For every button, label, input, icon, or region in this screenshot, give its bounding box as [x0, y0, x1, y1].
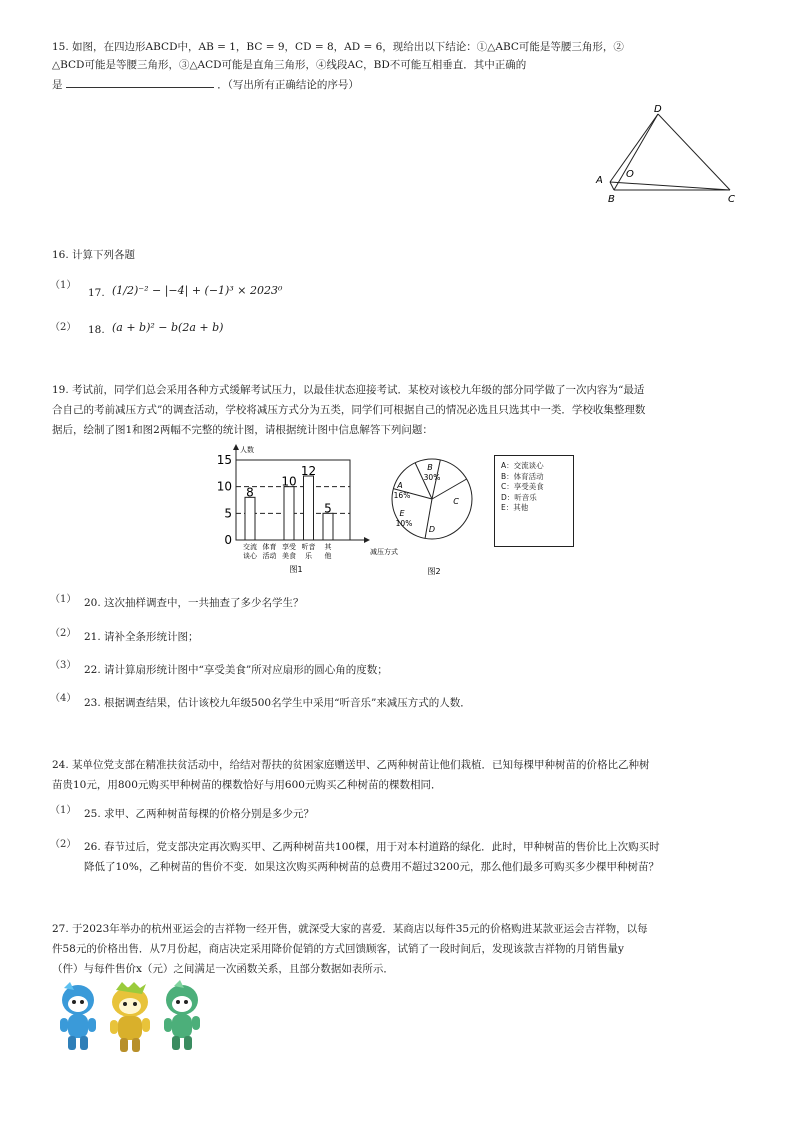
x-tick-label: 享受 [282, 543, 296, 551]
bar-data-label: 8 [246, 485, 254, 500]
q15-line1: 15. 如图，在四边形ABCD中，AB = 1，BC = 9，CD = 8，AD = 6，现给出以下结论：①△ABC可能是等腰三角形，② [52, 41, 624, 53]
x-tick-label: 乐 [305, 552, 312, 560]
y-tick-label: 0 [224, 533, 232, 547]
x-axis-arrow [364, 537, 370, 543]
q15-line3 [52, 77, 359, 92]
diagonal-ac [610, 182, 730, 190]
asian-games-mascots-image [50, 980, 210, 1058]
label-o: O [626, 169, 634, 180]
q19-line1: 19. 考试前，同学们总会采用各种方式缓解考试压力，以最佳状态迎接考试．某校对该校九年级的部分同学做了一次内容为“最适 [52, 384, 645, 396]
mascot-yellow [110, 982, 150, 1052]
q15-line3-prefix: 是 [52, 79, 63, 91]
q16-sub1-index: （1） [50, 280, 77, 291]
q19-sub1-index: （1） [50, 594, 77, 605]
q19-sub4-index: （4） [50, 693, 77, 704]
x-tick-label: 交流 [243, 543, 257, 551]
bar-data-label: 12 [300, 464, 317, 478]
q16-sub2-expr: (a + b)² − b(2a + b) [112, 321, 224, 334]
quadrilateral-figure [590, 100, 750, 210]
x-tick-label: 美食 [282, 552, 296, 560]
q19-sub3-index: （3） [50, 660, 77, 671]
q16-sub2-index: （2） [50, 322, 77, 333]
x-axis-label: 减压方式 [370, 548, 398, 556]
q15-line3-suffix: ．（写出所有正确结论的序号） [217, 79, 359, 91]
bar [284, 487, 294, 540]
bar-data-label: 10 [281, 474, 297, 489]
q27-line1: 27. 于2023年举办的杭州亚运会的吉祥物一经开售，就深受大家的喜爱．某商店以每件35元的价格购进某款亚运会吉祥物，以每 [52, 923, 648, 935]
mascot-green [164, 980, 200, 1050]
q19-sub1-text: 20. 这次抽样调查中，一共抽查了多少名学生？ [84, 597, 304, 609]
q15-line2: △BCD可能是等腰三角形，③△ACD可能是直角三角形，④线段AC，BD不可能互相垂直．其中正确的 [52, 59, 527, 71]
q24-line1: 24. 某单位党支部在精准扶贫活动中，给结对帮扶的贫困家庭赠送甲、乙两种树苗让他们栽植．已知每棵甲种树苗的价格比乙种树 [52, 759, 650, 771]
q19-sub3-text: 22. 请计算扇形统计图中“享受美食”所对应扇形的圆心角的度数； [84, 664, 388, 676]
edge-cd [658, 114, 730, 190]
x-tick-label: 谈心 [243, 552, 257, 560]
q24-sub2-index: （2） [50, 839, 77, 850]
diagonal-bd [614, 114, 658, 190]
x-tick-label: 活动 [262, 552, 277, 560]
pie-legend-list [495, 456, 573, 514]
q16-sub2-num: 18. [88, 324, 105, 336]
x-tick-label: 他 [324, 552, 332, 560]
edge-ab [610, 182, 614, 190]
q16-sub1-num: 17. [88, 287, 105, 299]
bar-data-label: 5 [324, 501, 332, 516]
bar [323, 513, 333, 540]
label-b: B [608, 194, 615, 205]
q27-line3: （件）与每件售价x（元）之间满足一次函数关系，且部分数据如表所示． [52, 963, 394, 975]
q19-sub2-text: 21. 请补全条形统计图； [84, 631, 199, 643]
legend-item: E：其他 [501, 503, 529, 512]
q19-sub2-index: （2） [50, 628, 77, 639]
label-d: D [654, 104, 662, 115]
pie-slice-label: A [397, 481, 403, 490]
mascot-blue [60, 982, 96, 1050]
q27-line2: 件58元的价格出售．从7月份起，商店决定采用降价促销的方式回馈顾客，试销了一段时间后，发现该款吉祥物的月销售量y [52, 943, 624, 955]
bar [304, 476, 314, 540]
q24-sub2-line1: 26. 春节过后，党支部决定再次购买甲、乙两种树苗共100棵，用于对本村道路的绿化．此时，甲种树苗的售价比上次购买时 [84, 841, 660, 853]
y-tick-label: 10 [216, 479, 232, 494]
label-c: C [728, 194, 735, 205]
pie-slice-label: E [399, 509, 405, 518]
q16-sub1-expr: (1/2)⁻² − |−4| + (−1)³ × 2023⁰ [112, 284, 283, 297]
pie-slice-label: C [453, 497, 459, 506]
bar-chart-figure-1 [212, 440, 398, 580]
edge-da [610, 114, 658, 182]
q19-line2: 合自己的考前减压方式”的调查活动，学校将减压方式分为五类，同学们可根据自己的情况必选且只选其中一类．学校收集整理数 [52, 404, 646, 416]
pie-slice-value: 10% [395, 519, 413, 528]
label-a: A [596, 175, 603, 186]
legend-item: C：享受美食 [501, 482, 544, 491]
x-tick-label: 体育 [262, 543, 277, 551]
legend-item: A：交流谈心 [501, 461, 544, 470]
q24-sub2-line2: 降低了10%，乙种树苗的售价不变．如果这次购买两种树苗的总费用不超过3200元，那么他们最多可购买多少棵甲种树苗？ [84, 861, 660, 873]
pie-slice-label: B [427, 463, 433, 472]
pie-legend-box [494, 455, 574, 547]
x-tick-label: 其 [324, 543, 332, 551]
q19-line3: 据后，绘制了图1和图2两幅不完整的统计图，请根据统计图中信息解答下列问题： [52, 424, 433, 436]
x-tick-label: 听音 [301, 543, 316, 551]
y-axis-label: 人数 [240, 446, 254, 454]
y-tick-label: 15 [216, 453, 232, 467]
y-tick-label: 5 [224, 506, 232, 521]
q19-sub4-text: 23. 根据调查结果，估计该校九年级500名学生中采用“听音乐”来减压方式的人数． [84, 697, 471, 709]
q24-line2: 苗贵10元，用800元购买甲种树苗的棵数恰好与用600元购买乙种树苗的棵数相同． [52, 779, 442, 791]
q16-title: 16. 计算下列各题 [52, 249, 136, 261]
bar [245, 497, 255, 540]
chart-title: 图2 [427, 567, 441, 576]
y-axis-arrow [233, 444, 239, 450]
answer-blank[interactable] [66, 77, 214, 88]
pie-slice-value: 30% [423, 473, 441, 482]
legend-item: D：听音乐 [501, 492, 537, 502]
legend-item: B：体育活动 [501, 471, 544, 481]
q24-sub1-index: （1） [50, 805, 77, 816]
pie-slice-value: 16% [393, 491, 411, 500]
pie-chart-figure-2 [386, 452, 486, 576]
chart-title: 图1 [289, 565, 303, 574]
pie-slice-label: D [428, 525, 436, 534]
q24-sub1-text: 25. 求甲、乙两种树苗每棵的价格分别是多少元？ [84, 808, 315, 820]
